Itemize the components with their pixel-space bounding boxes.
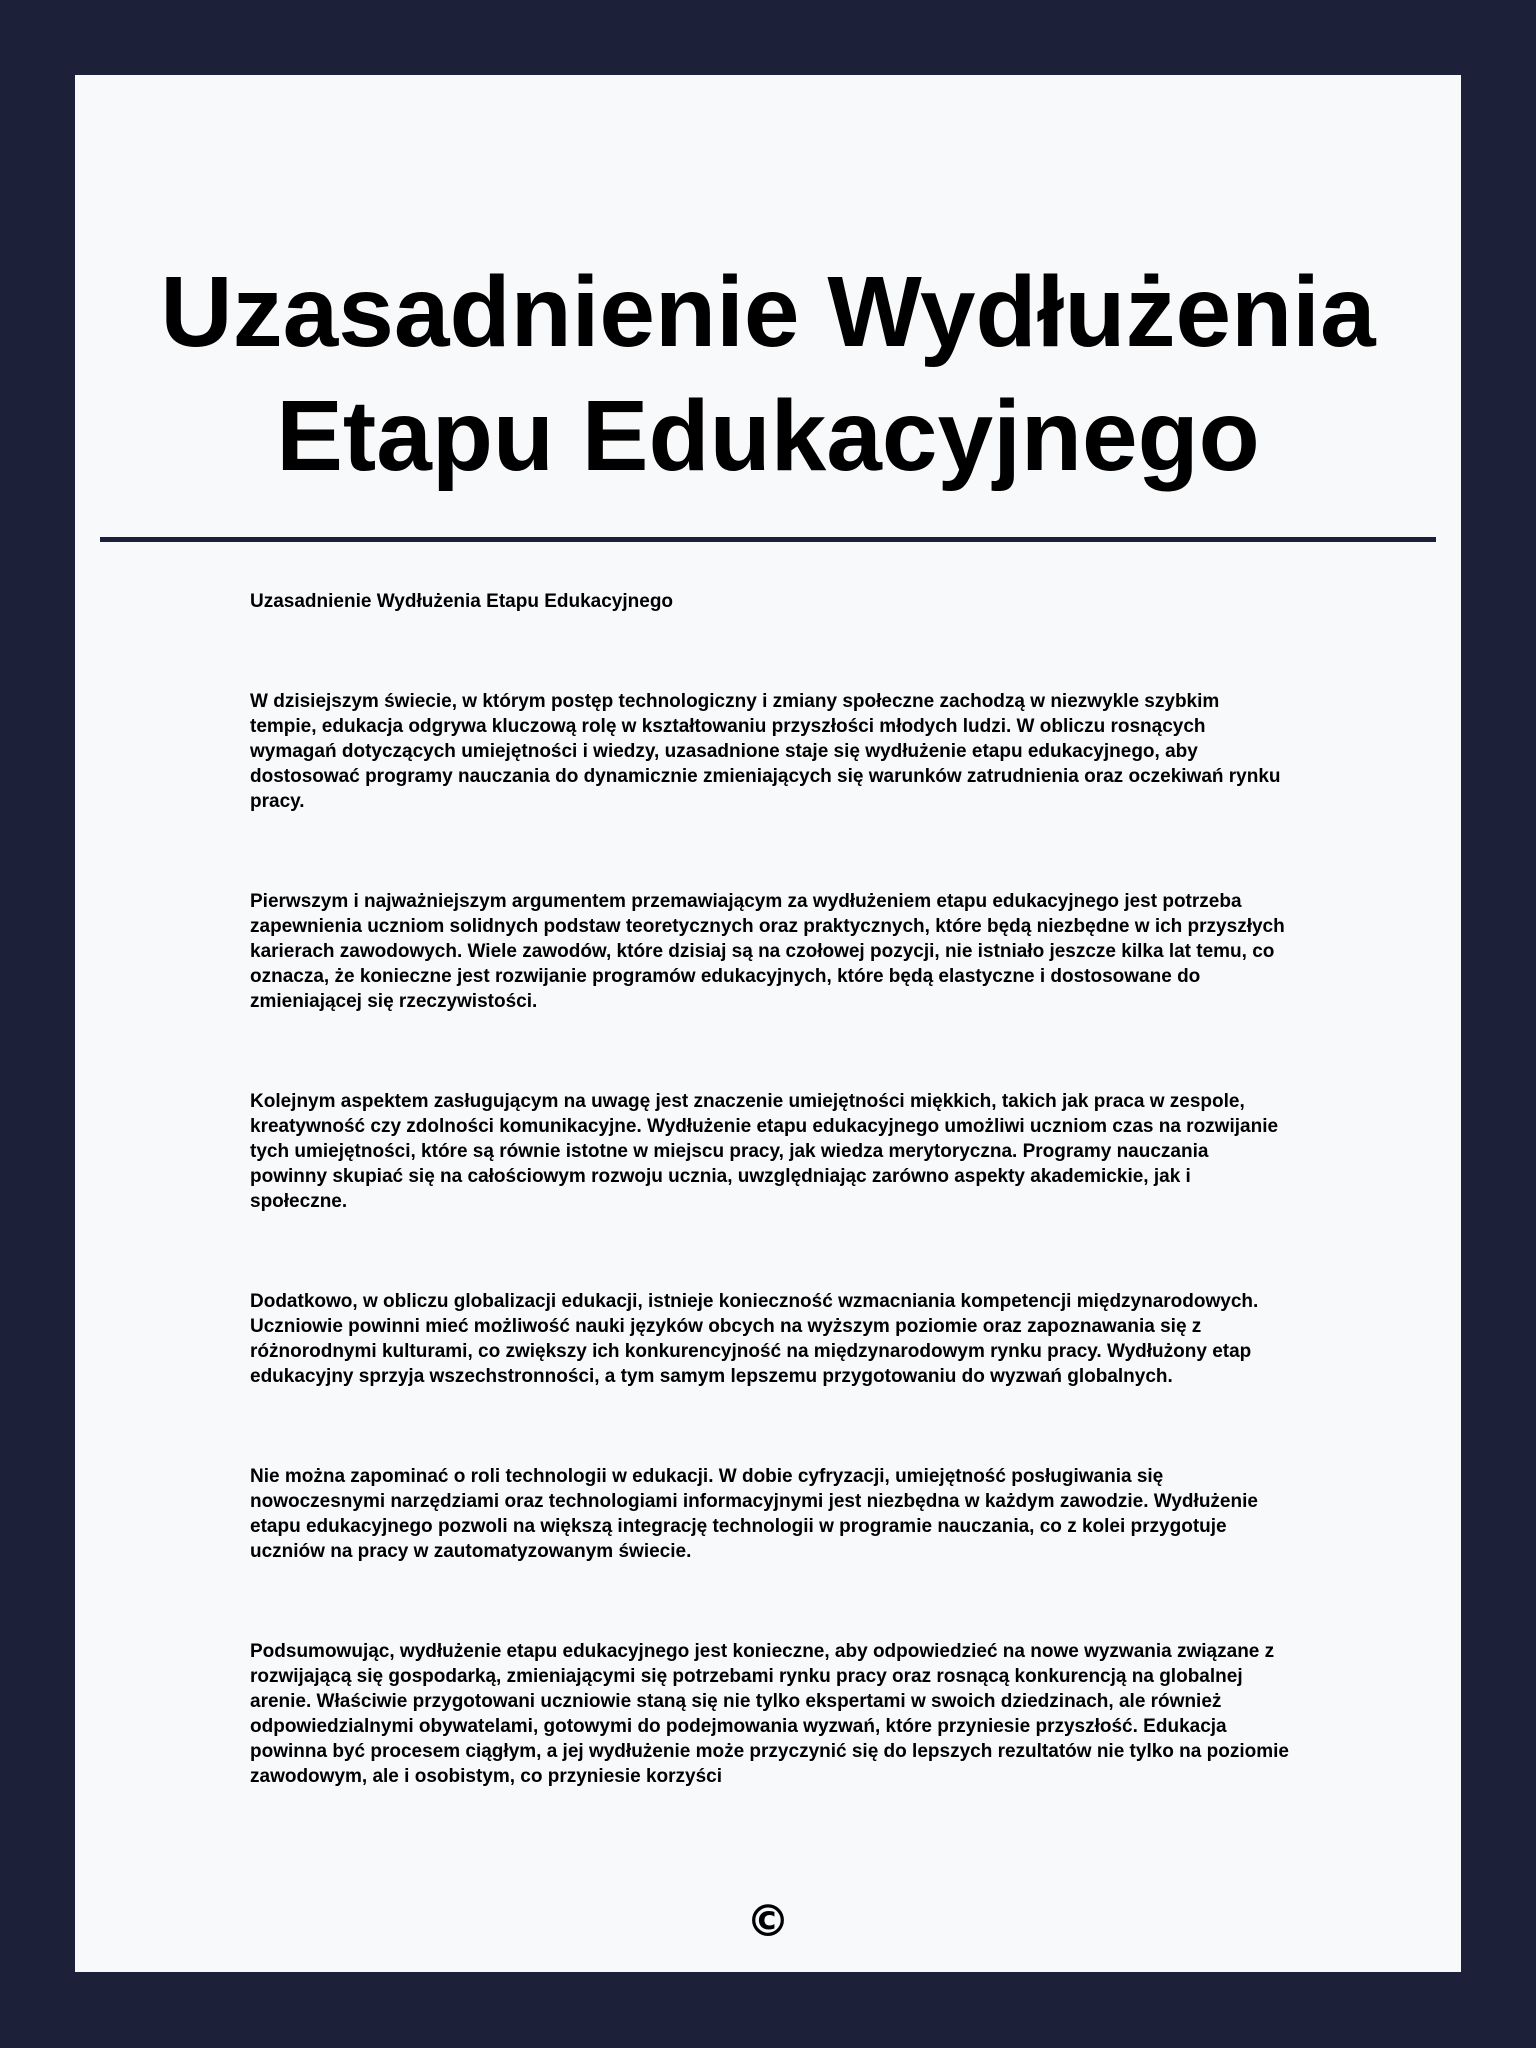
title-divider [100,537,1436,542]
paragraph-3: Kolejnym aspektem zasługującym na uwagę jest znaczenie umiejętności miękkich, takich jak praca w zespole, kreatywność czy zdolności komunikacyjne. Wydłużenie etapu edukacyjnego umożliwi uczniom czas na rozwijanie tych umiejętności, które są równie istotne w miejscu pracy, jak wiedza merytoryczna. Programy nauczania powinny skupiać się na całościowym rozwoju ucznia, uwzględniając zarówno aspekty akademickie, jak i społeczne. [250,1091,1279,1212]
paragraph-4: Dodatkowo, w obliczu globalizacji edukacji, istnieje konieczność wzmacniania kompetencji międzynarodowych. Uczniowie powinni mieć możliwość nauki języków obcych na wyższym poziomie oraz zapoznawania się z różnorodnymi kulturami, co zwiększy ich konkurencyjność na międzynarodowym rynku pracy. Wydłużony etap edukacyjny sprzyja wszechstronności, a tym samym lepszemu przygotowaniu do wyzwań globalnych. [250,1291,1259,1387]
paragraph-5: Nie można zapominać o roli technologii w edukacji. W dobie cyfryzacji, umiejętność posługiwania się nowoczesnymi narzędziami oraz technologiami informacyjnymi jest niezbędna w każdym zawodzie. Wydłużenie etapu edukacyjnego pozwoli na większą integrację technologii w programie nauczania, co z kolei przygotuje uczniów na pracy w zautomatyzowanym świecie. [250,1466,1258,1562]
document-body [250,589,1290,1864]
paragraph-1: W dzisiejszym świecie, w którym postęp technologiczny i zmiany społeczne zachodzą w niezwykle szybkim tempie, edukacja odgrywa kluczową rolę w kształtowaniu przyszłości młodych ludzi. W obliczu rosnących wymagań dotyczących umiejętności i wiedzy, uzasadnione staje się wydłużenie etapu edukacyjnego, aby dostosować programy nauczania do dynamicznie zmieniających się warunków zatrudnienia oraz oczekiwań rynku pracy. [250,691,1281,812]
copyright-icon: © [746,1896,790,1947]
paragraph-6: Podsumowując, wydłużenie etapu edukacyjnego jest konieczne, aby odpowiedzieć na nowe wyzwania związane z rozwijającą się gospodarką, zmieniającymi się potrzebami rynku pracy oraz rosnącą konkurencją na globalnej arenie. Właściwie przygotowani uczniowie staną się nie tylko ekspertami w swoich dziedzinach, ale również odpowiedzialnymi obywatelami, gotowymi do podejmowania wyzwań, które przyniesie przyszłość. Edukacja powinna być procesem ciągłym, a jej wydłużenie może przyczynić się do lepszych rezultatów nie tylko na poziomie zawodowym, ale i osobistym, co przyniesie korzyści [250,1641,1289,1787]
document-page [75,75,1461,1972]
body-heading: Uzasadnienie Wydłużenia Etapu Edukacyjnego [250,591,674,612]
document-title: Uzasadnienie Wydłużenia Etapu Edukacyjnego [160,256,1376,492]
paragraph-2: Pierwszym i najważniejszym argumentem przemawiającym za wydłużeniem etapu edukacyjnego jest potrzeba zapewnienia uczniom solidnych podstaw teoretycznych oraz praktycznych, które będą niezbędne w ich przyszłych karierach zawodowych. Wiele zawodów, które dzisiaj są na czołowej pozycji, nie istniało jeszcze kilka lat temu, co oznacza, że ​​konieczne jest rozwijanie programów edukacyjnych, które będą elastyczne i dostosowane do zmieniającej się rzeczywistości. [250,891,1285,1012]
